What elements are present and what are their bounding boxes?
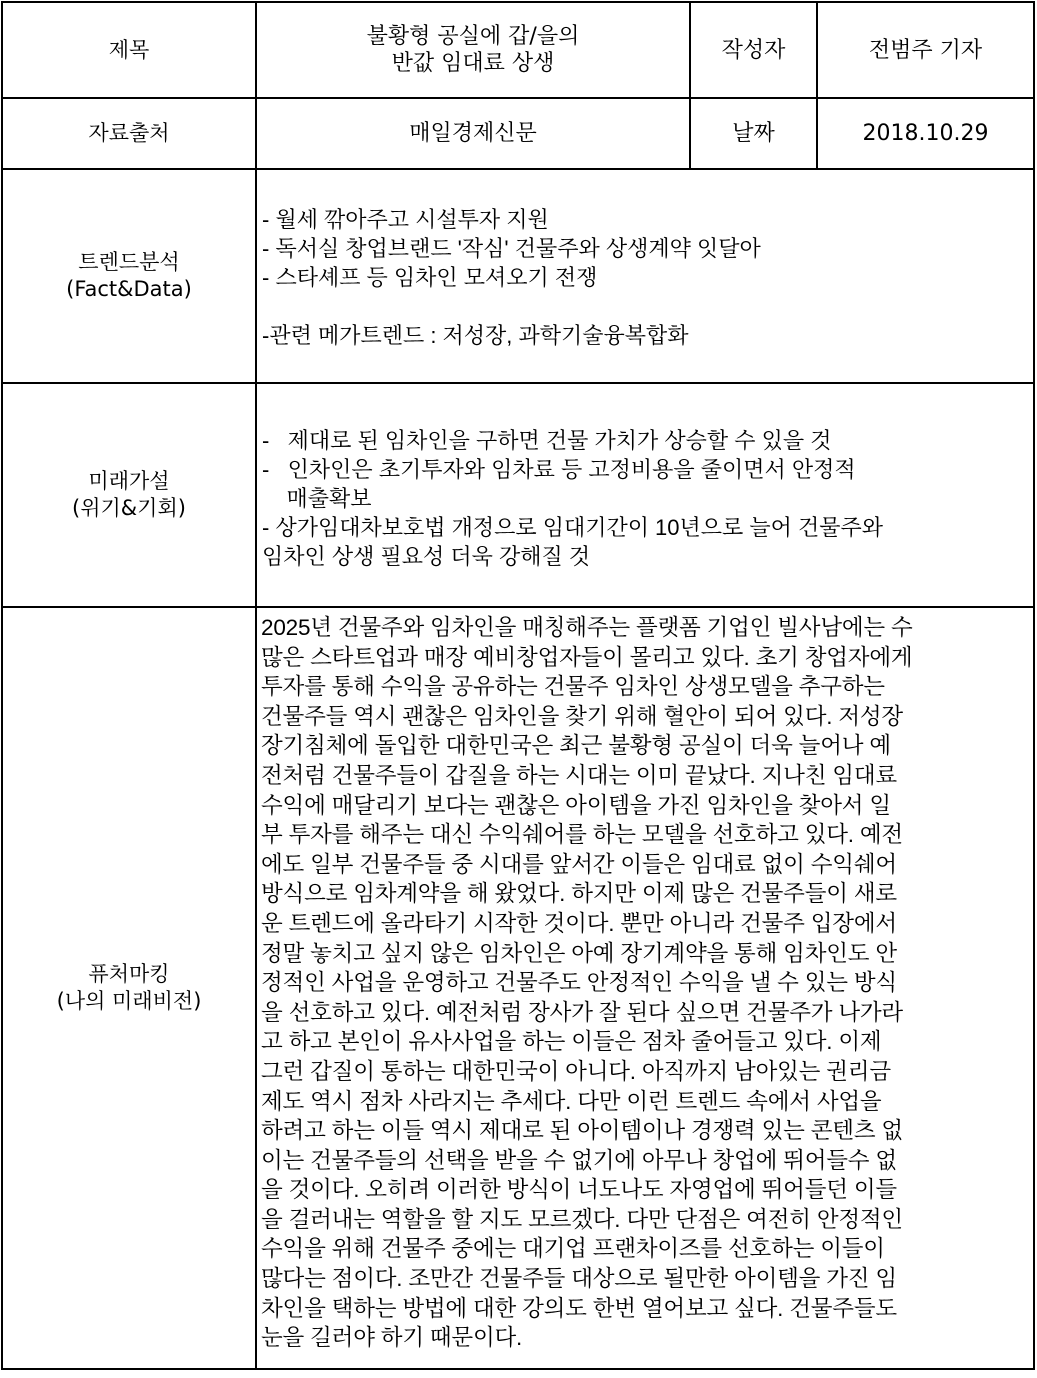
future-label: 퓨처마킹 <box>88 962 170 986</box>
future-line: 장기침체에 돌입한 대한민국은 최근 불황형 공실이 더욱 늘어나 예 <box>261 733 891 759</box>
future-line: 건물주들 역시 괜찮은 임차인을 찾기 위해 혈안이 되어 있다. 저성장 <box>261 703 903 729</box>
trend-line: - 월세 깎아주고 시설투자 지원 <box>262 207 549 232</box>
hypothesis-line: 임차인 상생 필요성 더욱 강해질 것 <box>262 544 591 569</box>
title-label: 제목 <box>108 37 150 62</box>
source-label: 자료출처 <box>88 121 170 145</box>
future-line: 정적인 사업을 운영하고 건물주도 안정적인 수익을 낼 수 있는 방식 <box>261 970 897 996</box>
future-line: 많은 스타트업과 매장 예비창업자들이 몰리고 있다. 초기 창업자에게 <box>261 644 913 670</box>
title-line-2: 반값 임대료 상생 <box>391 51 555 76</box>
trend-label-cell <box>3 170 255 382</box>
report-table <box>1 1 1035 1370</box>
future-sublabel: (나의 미래비전) <box>56 989 202 1013</box>
date-value: 2018.10.29 <box>862 121 989 146</box>
future-line: 수익을 위해 건물주 중에는 대기업 프랜차이즈를 선호하는 이들이 <box>261 1236 885 1262</box>
date-label: 날짜 <box>732 121 775 146</box>
trend-label: 트렌드분석 <box>78 250 180 274</box>
future-line: 눈을 길러야 하기 때문이다. <box>261 1325 523 1351</box>
title-line-1: 불황형 공실에 갑/을의 <box>366 24 580 49</box>
future-line: 수익에 매달리기 보다는 괜찮은 아이템을 가진 임차인을 찾아서 일 <box>261 792 891 818</box>
future-line: 차인을 택하는 방법에 대한 강의도 한번 열어보고 싶다. 건물주들도 <box>261 1295 897 1321</box>
source-label-cell <box>3 99 255 168</box>
author-label-cell <box>691 3 816 97</box>
future-line: 을 걸러내는 역할을 할 지도 모르겠다. 다만 단점은 여전히 안정적인 <box>261 1206 903 1232</box>
hypothesis-label-cell <box>3 384 255 606</box>
author-label: 작성자 <box>721 37 786 63</box>
future-line: 정말 놓치고 싶지 않은 임차인은 아예 장기계약을 통해 임차인도 안 <box>261 940 897 966</box>
date-label-cell <box>691 99 816 168</box>
trend-line <box>262 292 1029 321</box>
hypothesis-line: - 인차인은 초기투자와 임차료 등 고정비용을 줄이면서 안정적 <box>262 457 856 482</box>
future-line: 많다는 점이다. 조만간 건물주들 대상으로 될만한 아이템을 가진 임 <box>261 1266 897 1292</box>
future-line: 을 선호하고 있다. 예전처럼 장사가 잘 된다 싶으면 건물주가 나가라 <box>261 999 903 1025</box>
future-line: 제도 역시 점차 사라지는 추세다. 다만 이런 트렌드 속에서 사업을 <box>261 1088 882 1114</box>
future-line: 전처럼 건물주들이 갑질을 하는 시대는 이미 끝났다. 지나친 임대료 <box>261 762 897 788</box>
future-line: 에도 일부 건물주들 중 시대를 앞서간 이들은 임대료 없이 수익쉐어 <box>261 851 897 877</box>
future-line: 투자를 통해 수익을 공유하는 건물주 임차인 상생모델을 추구하는 <box>261 674 885 700</box>
hypothesis-line: - 제대로 된 임차인을 구하면 건물 가치가 상승할 수 있을 것 <box>262 428 832 453</box>
future-line: 운 트렌드에 올라타기 시작한 것이다. 뿐만 아니라 건물주 입장에서 <box>261 910 897 936</box>
author-value: 전범주 기자 <box>868 37 983 63</box>
hypothesis-label: 미래가설 <box>88 469 170 493</box>
future-line: 2025년 건물주와 임차인을 매칭해주는 플랫폼 기업인 빌사남에는 수 <box>261 615 913 640</box>
future-line: 이는 건물주들의 선택을 받을 수 없기에 아무나 창업에 뛰어들수 없 <box>261 1147 897 1173</box>
trend-content <box>257 170 1033 382</box>
title-value-cell <box>257 3 689 97</box>
hypothesis-line: - 상가임대차보호법 개정으로 임대기간이 10년으로 늘어 건물주와 <box>262 515 884 540</box>
future-line: 을 것이다. 오히려 이러한 방식이 너도나도 자영업에 뛰어들던 이들 <box>261 1177 897 1203</box>
title-label-cell <box>3 3 255 97</box>
hypothesis-content <box>257 384 1033 606</box>
hypothesis-line: 매출확보 <box>262 486 372 511</box>
source-value-cell <box>257 99 689 168</box>
trend-megatrend-line: -관련 메가트렌드 : 저성장, 과학기술융복합화 <box>262 323 689 348</box>
future-line: 방식으로 임차계약을 해 왔었다. 하지만 이제 많은 건물주들이 새로 <box>261 881 897 907</box>
future-label-cell <box>3 608 255 1368</box>
author-value-cell <box>818 3 1033 97</box>
future-line: 하려고 하는 이들 역시 제대로 된 아이템이나 경쟁력 있는 콘텐츠 없 <box>261 1118 903 1144</box>
future-line: 고 하고 본인이 유사사업을 하는 이들은 점차 줄어들고 있다. 이제 <box>261 1029 882 1055</box>
hypothesis-sublabel: (위기&기회) <box>72 496 186 520</box>
trend-sublabel: (Fact&Data) <box>66 277 192 301</box>
trend-line: - 스타셰프 등 임차인 모셔오기 전쟁 <box>262 265 598 290</box>
future-line: 부 투자를 해주는 대신 수익쉐어를 하는 모델을 선호하고 있다. 예전 <box>261 822 903 848</box>
trend-line: - 독서실 창업브랜드 '작심' 건물주와 상생계약 잇달아 <box>262 236 761 261</box>
future-line: 그런 갑질이 통하는 대한민국이 아니다. 아직까지 남아있는 권리금 <box>261 1058 891 1084</box>
source-value: 매일경제신문 <box>409 121 537 146</box>
future-content <box>257 608 1033 1368</box>
date-value-cell <box>818 99 1033 168</box>
